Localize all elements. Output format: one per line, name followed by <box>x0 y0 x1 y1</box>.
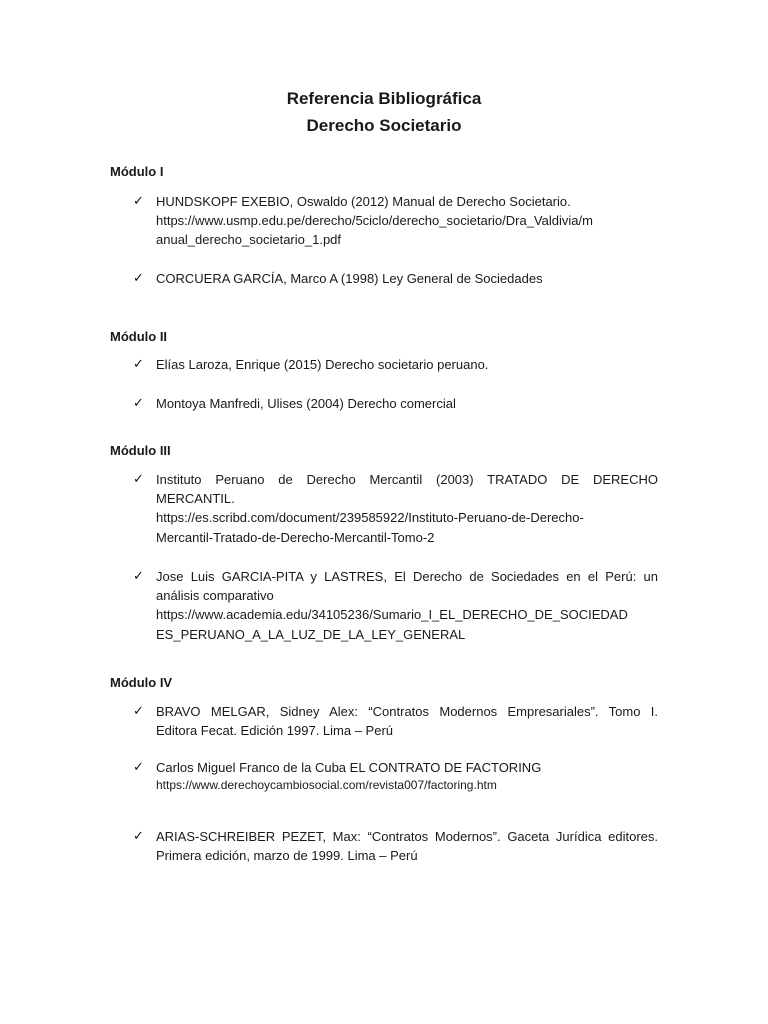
checkmark-icon: ✓ <box>133 829 144 844</box>
reference-entry <box>133 394 658 413</box>
reference-line: Carlos Miguel Franco de la Cuba EL CONTRATO DE FACTORING <box>156 760 542 775</box>
module-heading-2: Módulo II <box>110 329 168 344</box>
checkmark-icon: ✓ <box>133 396 144 411</box>
reference-link: anual_derecho_societario_1.pdf <box>156 232 342 248</box>
reference-line: Elías Laroza, Enrique (2015) Derecho societario peruano. <box>156 357 489 372</box>
reference-link: https://www.usmp.edu.pe/derecho/5ciclo/derecho_societario/Dra_Valdivia/m <box>156 213 593 229</box>
reference-line: análisis comparativo <box>156 588 274 604</box>
reference-entry <box>133 355 658 374</box>
checkmark-icon: ✓ <box>133 569 144 584</box>
reference-line: Montoya Manfredi, Ulises (2004) Derecho comercial <box>156 396 456 411</box>
reference-link: ES_PERUANO_A_LA_LUZ_DE_LA_LEY_GENERAL <box>156 626 466 642</box>
reference-entry <box>133 269 658 288</box>
checkmark-icon: ✓ <box>133 760 144 775</box>
checkmark-icon: ✓ <box>133 194 144 209</box>
reference-entry <box>133 192 658 250</box>
reference-line: ARIAS-SCHREIBER PEZET, Max: “Contratos Modernos”. Gaceta Jurídica editores. <box>156 829 658 844</box>
module-heading-4: Módulo IV <box>110 675 173 690</box>
checkmark-icon: ✓ <box>133 704 144 719</box>
document-subtitle: Derecho Societario <box>306 116 462 135</box>
reference-entry <box>133 702 658 740</box>
checkmark-icon: ✓ <box>133 271 144 286</box>
reference-line: CORCUERA GARCÍA, Marco A (1998) Ley General de Sociedades <box>156 271 543 286</box>
document-title: Referencia Bibliográfica <box>286 89 482 108</box>
module-heading-3: Módulo III <box>110 443 171 458</box>
reference-entry <box>133 470 658 547</box>
reference-line: HUNDSKOPF EXEBIO, Oswaldo (2012) Manual de Derecho Societario. <box>156 194 571 209</box>
checkmark-icon: ✓ <box>133 357 144 372</box>
checkmark-icon: ✓ <box>133 472 144 487</box>
reference-line: Editora Fecat. Edición 1997. Lima – Perú <box>156 723 394 739</box>
reference-entry <box>133 827 658 865</box>
reference-line: Primera edición, marzo de 1999. Lima – Perú <box>156 848 418 864</box>
reference-link: https://es.scribd.com/document/239585922/Instituto-Peruano-de-Derecho- <box>156 510 584 526</box>
module-heading-1: Módulo I <box>110 164 164 179</box>
reference-line: MERCANTIL. <box>156 491 235 507</box>
reference-line: BRAVO MELGAR, Sidney Alex: “Contratos Modernos Empresariales”. Tomo I. <box>156 704 658 719</box>
reference-entry <box>133 758 658 794</box>
reference-link: https://www.academia.edu/34105236/Sumario_I_EL_DERECHO_DE_SOCIEDAD <box>156 607 628 623</box>
reference-link: https://www.derechoycambiosocial.com/revista007/factoring.htm <box>156 778 497 793</box>
reference-line: Jose Luis GARCIA-PITA y LASTRES, El Derecho de Sociedades en el Perú: un <box>156 569 658 584</box>
reference-entry <box>133 567 658 644</box>
reference-line: Instituto Peruano de Derecho Mercantil (2003) TRATADO DE DERECHO <box>156 472 658 487</box>
reference-link: Mercantil-Tratado-de-Derecho-Mercantil-Tomo-2 <box>156 529 435 545</box>
